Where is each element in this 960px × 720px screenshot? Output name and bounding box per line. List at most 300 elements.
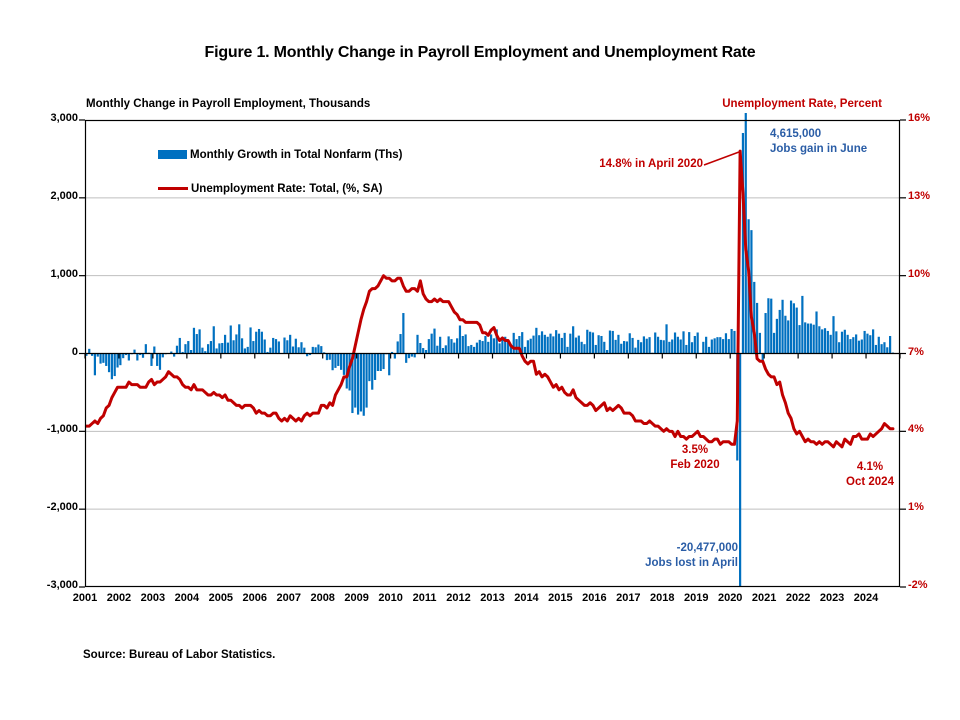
payroll-bar	[261, 332, 263, 354]
payroll-bar	[575, 338, 577, 354]
payroll-bar	[428, 339, 430, 353]
legend-item-line	[158, 180, 403, 197]
payroll-bar	[835, 331, 837, 353]
payroll-bar	[493, 338, 495, 353]
payroll-bar	[470, 345, 472, 354]
chart-legend	[158, 146, 403, 214]
payroll-bar	[889, 336, 891, 354]
payroll-bar	[770, 299, 772, 354]
year-label: 2014	[514, 592, 539, 604]
payroll-bar	[476, 343, 478, 354]
payroll-bar	[620, 344, 622, 354]
payroll-bar	[442, 348, 444, 353]
payroll-bar	[796, 308, 798, 354]
payroll-bar	[555, 330, 557, 353]
payroll-bar	[838, 342, 840, 353]
payroll-bar	[847, 335, 849, 354]
payroll-bar	[844, 330, 846, 354]
payroll-bar	[813, 325, 815, 354]
payroll-bar	[617, 335, 619, 354]
annotation-pre-covid-value: 3.5%	[681, 444, 709, 456]
payroll-bar	[433, 329, 435, 354]
payroll-bar	[544, 335, 546, 354]
payroll-bar	[221, 343, 223, 354]
payroll-bar	[142, 354, 144, 358]
payroll-bar	[232, 340, 234, 353]
payroll-bar	[830, 335, 832, 354]
payroll-bar	[450, 339, 452, 353]
payroll-bar	[694, 336, 696, 354]
payroll-bar	[697, 332, 699, 353]
payroll-bar	[722, 339, 724, 353]
year-label: 2003	[140, 592, 166, 604]
payroll-bar	[725, 333, 727, 353]
payroll-bar	[247, 347, 249, 354]
payroll-bar	[708, 347, 710, 354]
payroll-bar	[674, 332, 676, 353]
payroll-bar	[264, 339, 266, 353]
year-label: 2011	[412, 592, 437, 604]
payroll-bar	[705, 337, 707, 354]
payroll-bar	[513, 333, 515, 354]
payroll-bar	[671, 339, 673, 353]
payroll-bar	[807, 324, 809, 354]
year-label: 2024	[853, 592, 879, 604]
payroll-bar	[515, 339, 517, 353]
annotation-peak-unemployment: 14.8% in April 2020	[599, 158, 703, 170]
payroll-bar	[581, 342, 583, 354]
payroll-bar	[640, 342, 642, 353]
payroll-bar	[462, 336, 464, 354]
payroll-bar	[869, 335, 871, 353]
payroll-bar	[365, 354, 367, 408]
payroll-bar	[648, 337, 650, 353]
payroll-bar	[572, 326, 574, 353]
payroll-bar	[482, 341, 484, 353]
year-label: 2002	[106, 592, 132, 604]
payroll-bar	[733, 331, 735, 354]
payroll-bar	[388, 354, 390, 376]
payroll-bar	[776, 319, 778, 354]
payroll-bar	[465, 334, 467, 353]
payroll-bar	[680, 339, 682, 353]
annotation-jobs-lost-caption: Jobs lost in April	[645, 557, 738, 569]
payroll-bar	[654, 332, 656, 353]
payroll-bar	[759, 333, 761, 354]
payroll-bar	[578, 336, 580, 354]
annotation-latest-value: 4.1%	[856, 461, 884, 473]
payroll-bar	[665, 324, 667, 353]
payroll-bar	[332, 354, 334, 371]
payroll-bar	[631, 338, 633, 354]
payroll-bar	[728, 339, 730, 353]
payroll-bar	[527, 340, 529, 353]
payroll-bar	[102, 354, 104, 363]
year-label: 2015	[548, 592, 573, 604]
payroll-bar	[547, 337, 549, 354]
payroll-bar	[448, 336, 450, 353]
payroll-bar	[541, 331, 543, 353]
payroll-bar	[558, 334, 560, 354]
payroll-bar	[453, 343, 455, 354]
payroll-bar	[116, 354, 118, 368]
payroll-bar	[416, 335, 418, 354]
payroll-bar	[303, 348, 305, 354]
payroll-bar	[99, 354, 101, 364]
payroll-bar	[864, 331, 866, 354]
bar-series-swatch-icon	[158, 150, 187, 159]
right-axis-tick-label: 1%	[908, 501, 924, 514]
right-axis-tick-label: 13%	[908, 189, 931, 202]
payroll-bar	[804, 322, 806, 353]
payroll-bar	[218, 343, 220, 353]
year-label: 2016	[582, 592, 607, 604]
payroll-bar	[114, 354, 116, 377]
left-axis-tick-label: -1,000	[46, 423, 78, 436]
payroll-bar	[145, 344, 147, 353]
payroll-bar	[201, 348, 203, 354]
payroll-bar	[530, 339, 532, 354]
page-title: Figure 1. Monthly Change in Payroll Employment and Unemployment Rate	[204, 44, 756, 61]
payroll-bar	[484, 336, 486, 354]
payroll-bar	[841, 332, 843, 354]
year-label: 2010	[378, 592, 403, 604]
payroll-bar	[677, 337, 679, 354]
payroll-bar	[156, 354, 158, 366]
year-label: 2020	[717, 592, 743, 604]
payroll-bar	[382, 354, 384, 370]
payroll-bar	[244, 348, 246, 353]
payroll-bar	[668, 342, 670, 354]
payroll-bar	[340, 354, 342, 370]
year-label: 2006	[242, 592, 268, 604]
payroll-bar	[467, 346, 469, 353]
year-label: 2018	[650, 592, 675, 604]
payroll-bar	[660, 340, 662, 354]
payroll-bar	[213, 326, 215, 353]
payroll-bar	[371, 354, 373, 390]
payroll-bar	[637, 340, 639, 354]
payroll-bar	[827, 331, 829, 354]
payroll-bar	[272, 338, 274, 354]
left-axis-tick-label: 2,000	[50, 189, 78, 202]
payroll-bar	[227, 343, 229, 354]
legend-bar-label: Monthly Growth in Total Nonfarm (Ths)	[190, 148, 403, 161]
year-label: 2017	[616, 592, 641, 604]
year-label: 2013	[480, 592, 505, 604]
payroll-bar	[354, 354, 356, 408]
payroll-bar	[858, 341, 860, 354]
payroll-bar	[193, 328, 195, 354]
payroll-bar	[224, 335, 226, 354]
payroll-bar	[663, 340, 665, 353]
payroll-bar	[315, 347, 317, 353]
payroll-bar	[801, 296, 803, 354]
year-label: 2005	[208, 592, 234, 604]
right-axis-tick-label: -2%	[908, 579, 928, 591]
payroll-bar	[329, 354, 331, 360]
payroll-bar	[445, 345, 447, 353]
payroll-bar	[886, 347, 888, 353]
payroll-bar	[549, 334, 551, 354]
left-axis-tick-label: -3,000	[46, 579, 78, 591]
payroll-bar	[564, 333, 566, 354]
payroll-bar	[479, 340, 481, 354]
payroll-bar	[368, 354, 370, 382]
year-label: 2021	[751, 592, 777, 604]
payroll-bar	[399, 334, 401, 353]
payroll-bar	[408, 354, 410, 359]
payroll-bar	[626, 341, 628, 353]
payroll-bar	[798, 325, 800, 353]
payroll-bar	[111, 354, 113, 380]
payroll-bar	[566, 347, 568, 354]
payroll-bar	[238, 324, 240, 353]
payroll-bar	[128, 354, 130, 361]
payroll-bar	[320, 346, 322, 353]
payroll-bar	[711, 339, 713, 353]
payroll-bar	[861, 339, 863, 353]
payroll-bar	[793, 303, 795, 353]
right-axis-tick-label: 10%	[908, 267, 931, 280]
payroll-bar	[524, 347, 526, 354]
payroll-bar	[196, 334, 198, 353]
payroll-bar	[702, 342, 704, 354]
payroll-bar	[779, 310, 781, 354]
payroll-bar	[598, 335, 600, 353]
payroll-bar	[439, 337, 441, 354]
payroll-bar	[207, 344, 209, 353]
legend-line-label: Unemployment Rate: Total, (%, SA)	[191, 182, 383, 195]
payroll-bar	[159, 354, 161, 370]
legend-item-bars	[158, 146, 403, 163]
year-label: 2019	[684, 592, 709, 604]
payroll-bar	[150, 354, 152, 366]
payroll-bar	[431, 334, 433, 354]
annotation-latest-caption: Oct 2024	[846, 476, 894, 488]
payroll-bar	[643, 336, 645, 353]
payroll-bar	[363, 354, 365, 416]
payroll-bar	[360, 354, 362, 412]
payroll-bar	[872, 329, 874, 353]
payroll-bar	[402, 313, 404, 353]
payroll-bar	[459, 325, 461, 353]
payroll-bar	[105, 354, 107, 366]
right-axis-title: Unemployment Rate, Percent	[722, 98, 882, 110]
payroll-bar	[255, 332, 257, 354]
payroll-bar	[122, 354, 124, 359]
payroll-bar	[852, 337, 854, 353]
payroll-bar	[685, 345, 687, 354]
payroll-bar	[657, 337, 659, 354]
payroll-bar	[818, 326, 820, 353]
year-label: 2008	[310, 592, 335, 604]
payroll-bar	[623, 341, 625, 353]
payroll-bar	[781, 300, 783, 354]
left-axis-tick-label: 3,000	[50, 112, 78, 124]
payroll-bar	[561, 338, 563, 354]
payroll-bar	[787, 320, 789, 353]
payroll-bar	[875, 345, 877, 354]
payroll-bar	[714, 338, 716, 353]
payroll-bar	[532, 336, 534, 354]
year-label: 2001	[72, 592, 98, 604]
payroll-bar	[731, 329, 733, 354]
annotation-jobs-gain-value: 4,615,000	[770, 128, 822, 140]
left-axis-tick-label: -2,000	[46, 501, 78, 514]
payroll-bar	[278, 341, 280, 353]
right-axis-tick-label: 7%	[908, 345, 924, 358]
left-axis-title: Monthly Change in Payroll Employment, Thousands	[86, 98, 371, 110]
payroll-bar	[249, 327, 251, 353]
year-label: 2009	[344, 592, 369, 604]
year-label: 2007	[276, 592, 301, 604]
payroll-bar	[552, 336, 554, 353]
payroll-bar	[88, 349, 90, 354]
annotation-leader-line	[704, 152, 739, 165]
annotation-jobs-gain-caption: Jobs gain in June	[770, 143, 868, 155]
annotation-pre-covid-caption: Feb 2020	[670, 459, 720, 471]
payroll-bar	[600, 336, 602, 354]
annotation-jobs-lost	[590, 541, 738, 571]
payroll-bar	[612, 331, 614, 354]
year-label: 2023	[819, 592, 845, 604]
payroll-bar	[317, 345, 319, 354]
payroll-bar	[609, 331, 611, 354]
payroll-bar	[108, 354, 110, 373]
payroll-bar	[784, 316, 786, 354]
payroll-bar	[252, 341, 254, 353]
payroll-bar	[682, 331, 684, 353]
payroll-bar	[292, 347, 294, 354]
payroll-bar	[199, 329, 201, 353]
payroll-bar	[535, 328, 537, 354]
payroll-bar	[767, 298, 769, 353]
payroll-bar	[343, 354, 345, 375]
payroll-bar	[815, 311, 817, 353]
payroll-bar	[810, 324, 812, 354]
payroll-bar	[94, 354, 96, 376]
payroll-bar	[397, 341, 399, 353]
payroll-bar	[300, 342, 302, 353]
payroll-bar	[230, 325, 232, 353]
payroll-bar	[883, 342, 885, 353]
payroll-bar	[275, 339, 277, 353]
payroll-bar	[849, 339, 851, 353]
payroll-bar	[119, 354, 121, 366]
payroll-bar	[583, 344, 585, 353]
payroll-bar	[235, 334, 237, 353]
payroll-bar	[179, 338, 181, 354]
payroll-bar	[357, 354, 359, 415]
payroll-bar	[498, 343, 500, 353]
payroll-bar	[855, 334, 857, 353]
payroll-bar	[603, 342, 605, 354]
payroll-bar	[419, 343, 421, 354]
annotation-latest-rate	[815, 460, 925, 490]
payroll-bar	[176, 346, 178, 354]
payroll-bar	[878, 337, 880, 354]
payroll-bar	[312, 347, 314, 354]
left-axis-tick-label: 1,000	[50, 267, 78, 280]
payroll-bar	[790, 301, 792, 354]
payroll-bar	[405, 354, 407, 363]
payroll-bar	[473, 347, 475, 354]
payroll-bar	[283, 338, 285, 354]
payroll-bar	[187, 341, 189, 353]
payroll-bar	[866, 334, 868, 354]
payroll-bar	[881, 344, 883, 353]
payroll-bar	[215, 348, 217, 353]
payroll-bar	[764, 313, 766, 353]
payroll-bar	[334, 354, 336, 368]
payroll-bar	[337, 354, 339, 366]
payroll-bar	[377, 354, 379, 372]
annotation-jobs-gain	[770, 127, 867, 157]
payroll-bar	[719, 337, 721, 353]
year-label: 2004	[174, 592, 200, 604]
payroll-bar	[153, 347, 155, 354]
payroll-bar	[286, 340, 288, 353]
right-axis-tick-label: 4%	[908, 423, 924, 436]
payroll-bar	[210, 341, 212, 353]
payroll-bar	[136, 354, 138, 361]
payroll-bar	[595, 345, 597, 354]
payroll-bar	[456, 338, 458, 353]
annotation-pre-covid-rate	[640, 443, 750, 473]
right-axis-tick-label: 16%	[908, 112, 931, 124]
payroll-bar	[436, 346, 438, 354]
payroll-bar	[422, 348, 424, 353]
year-label: 2012	[446, 592, 471, 604]
payroll-bar	[490, 334, 492, 353]
payroll-bar	[646, 339, 648, 354]
payroll-bar	[374, 354, 376, 380]
payroll-bar	[538, 335, 540, 353]
annotation-jobs-lost-value: -20,477,000	[676, 542, 738, 554]
payroll-bar	[569, 334, 571, 354]
payroll-bar	[184, 344, 186, 353]
payroll-bar	[832, 316, 834, 353]
payroll-bar	[821, 329, 823, 353]
payroll-bar	[326, 354, 328, 361]
payroll-bar	[269, 348, 271, 354]
payroll-bar	[824, 328, 826, 353]
payroll-bar	[394, 354, 396, 359]
payroll-bar	[716, 337, 718, 353]
payroll-bar	[298, 347, 300, 353]
payroll-bar	[589, 332, 591, 354]
payroll-bar	[380, 354, 382, 372]
payroll-bar	[592, 332, 594, 353]
payroll-bar	[773, 333, 775, 354]
year-label: 2022	[785, 592, 811, 604]
source-note: Source: Bureau of Labor Statistics.	[83, 649, 276, 661]
line-series-swatch-icon	[158, 187, 188, 191]
payroll-bar	[629, 333, 631, 353]
payroll-bar	[487, 342, 489, 354]
payroll-bar	[258, 329, 260, 354]
payroll-bar	[634, 348, 636, 354]
payroll-bar	[241, 338, 243, 353]
payroll-bar	[289, 335, 291, 354]
payroll-bar	[586, 330, 588, 354]
payroll-bar	[688, 332, 690, 353]
left-axis-tick-label: 0	[71, 345, 78, 358]
payroll-bar	[691, 342, 693, 353]
payroll-bar	[615, 340, 617, 354]
payroll-bar	[295, 339, 297, 354]
